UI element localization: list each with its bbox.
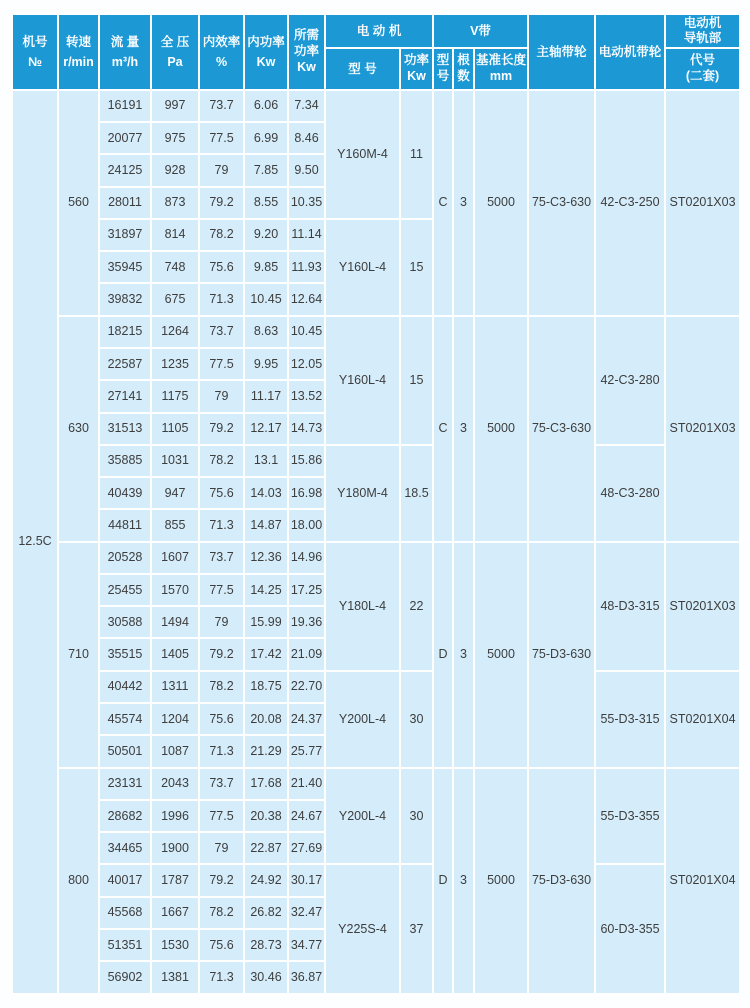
power-cell: 24.92 (244, 864, 288, 896)
flow-cell: 56902 (99, 961, 151, 994)
power-cell: 6.99 (244, 122, 288, 154)
col-header-rail-code-line2: (二套) (685, 69, 720, 83)
efficiency-cell: 73.7 (199, 316, 244, 348)
flow-cell: 24125 (99, 154, 151, 186)
required-cell: 34.77 (288, 929, 325, 961)
col-header-rail-code-line1: 代号 (690, 53, 716, 68)
vbelt-type-cell: D (433, 768, 453, 994)
flow-cell: 25455 (99, 574, 151, 606)
power-cell: 6.06 (244, 90, 288, 122)
pressure-cell: 2043 (151, 768, 199, 800)
flow-cell: 44811 (99, 509, 151, 541)
col-header-vbelt-count-line2: 数 (457, 69, 470, 83)
required-cell: 21.09 (288, 638, 325, 670)
pressure-cell: 1204 (151, 703, 199, 735)
flow-cell: 27141 (99, 380, 151, 412)
motor-pulley-cell: 60-D3-355 (595, 864, 665, 994)
motor-pulley-cell: 55-D3-315 (595, 671, 665, 768)
required-cell: 19.36 (288, 606, 325, 638)
power-cell: 14.25 (244, 574, 288, 606)
power-cell: 10.45 (244, 283, 288, 315)
pressure-cell: 1087 (151, 735, 199, 767)
col-header-machine-line2: № (28, 54, 42, 69)
required-cell: 21.40 (288, 768, 325, 800)
required-cell: 14.73 (288, 413, 325, 445)
power-cell: 8.55 (244, 187, 288, 219)
col-header-pressure-line1: 全 压 (160, 34, 190, 49)
col-header-efficiency (199, 14, 244, 90)
table-row (12, 671, 740, 703)
col-header-motor-group: 电 动 机 (325, 14, 433, 48)
power-cell: 9.85 (244, 251, 288, 283)
col-header-rail-line2: 导轨部 (683, 31, 722, 46)
efficiency-cell: 78.2 (199, 671, 244, 703)
required-cell: 12.05 (288, 348, 325, 380)
efficiency-cell: 79 (199, 832, 244, 864)
power-cell: 12.17 (244, 413, 288, 445)
power-cell: 7.85 (244, 154, 288, 186)
flow-cell: 20077 (99, 122, 151, 154)
vbelt-count-cell: 3 (453, 90, 474, 316)
vbelt-type-cell: C (433, 316, 453, 542)
pressure-cell: 1570 (151, 574, 199, 606)
vbelt-length-cell: 5000 (474, 768, 528, 994)
rail-code-cell: ST0201X04 (665, 671, 740, 768)
speed-cell: 630 (58, 316, 99, 542)
required-cell: 15.86 (288, 445, 325, 477)
pressure-cell: 1175 (151, 380, 199, 412)
motor-model-cell: Y200L-4 (325, 671, 400, 768)
power-cell: 26.82 (244, 897, 288, 929)
machine-no-cell: 12.5C (12, 90, 58, 994)
col-header-motor-power (400, 48, 433, 89)
required-cell: 24.37 (288, 703, 325, 735)
pressure-cell: 997 (151, 90, 199, 122)
required-cell: 16.98 (288, 477, 325, 509)
required-cell: 22.70 (288, 671, 325, 703)
power-cell: 22.87 (244, 832, 288, 864)
flow-cell: 30588 (99, 606, 151, 638)
efficiency-cell: 78.2 (199, 219, 244, 251)
efficiency-cell: 77.5 (199, 800, 244, 832)
vbelt-count-cell: 3 (453, 542, 474, 768)
flow-cell: 18215 (99, 316, 151, 348)
col-header-power (244, 14, 288, 90)
power-cell: 30.46 (244, 961, 288, 994)
power-cell: 12.36 (244, 542, 288, 574)
col-header-machine (12, 14, 58, 90)
vbelt-count-cell: 3 (453, 316, 474, 542)
col-header-machine-line1: 机号 (22, 34, 48, 49)
col-header-vbelt-type-line1: 型 (436, 53, 450, 68)
power-cell: 28.73 (244, 929, 288, 961)
pressure-cell: 1235 (151, 348, 199, 380)
power-cell: 9.20 (244, 219, 288, 251)
col-header-flow (99, 14, 151, 90)
required-cell: 14.96 (288, 542, 325, 574)
efficiency-cell: 75.6 (199, 703, 244, 735)
power-cell: 14.03 (244, 477, 288, 509)
motor-pulley-cell: 42-C3-280 (595, 316, 665, 445)
required-cell: 8.46 (288, 122, 325, 154)
pressure-cell: 1105 (151, 413, 199, 445)
flow-cell: 28011 (99, 187, 151, 219)
efficiency-cell: 79.2 (199, 187, 244, 219)
efficiency-cell: 78.2 (199, 897, 244, 929)
motor-power-cell: 15 (400, 316, 433, 445)
required-cell: 36.87 (288, 961, 325, 994)
required-cell: 17.25 (288, 574, 325, 606)
flow-cell: 45568 (99, 897, 151, 929)
required-cell: 11.93 (288, 251, 325, 283)
pressure-cell: 1264 (151, 316, 199, 348)
motor-power-cell: 30 (400, 768, 433, 865)
flow-cell: 35885 (99, 445, 151, 477)
pressure-cell: 947 (151, 477, 199, 509)
speed-cell: 560 (58, 90, 99, 316)
col-header-motor-model: 型 号 (325, 48, 400, 89)
required-cell: 7.34 (288, 90, 325, 122)
efficiency-cell: 79 (199, 606, 244, 638)
motor-model-cell: Y180M-4 (325, 445, 400, 542)
pressure-cell: 1607 (151, 542, 199, 574)
motor-pulley-cell: 42-C3-250 (595, 90, 665, 316)
vbelt-length-cell: 5000 (474, 542, 528, 768)
col-header-vbelt-group: V带 (433, 14, 528, 48)
pressure-cell: 1996 (151, 800, 199, 832)
col-header-rail-line1: 电动机 (683, 15, 722, 30)
power-cell: 17.68 (244, 768, 288, 800)
pressure-cell: 1031 (151, 445, 199, 477)
efficiency-cell: 73.7 (199, 768, 244, 800)
pressure-cell: 855 (151, 509, 199, 541)
motor-power-cell: 30 (400, 671, 433, 768)
col-header-motor-pulley: 电动机带轮 (595, 14, 665, 90)
required-cell: 12.64 (288, 283, 325, 315)
pressure-cell: 975 (151, 122, 199, 154)
speed-cell: 710 (58, 542, 99, 768)
main-pulley-cell: 75-C3-630 (528, 316, 595, 542)
col-header-speed-line2: r/min (63, 54, 94, 69)
rail-code-cell: ST0201X04 (665, 768, 740, 994)
col-header-vbelt-length-line2: mm (489, 69, 513, 83)
efficiency-cell: 77.5 (199, 122, 244, 154)
motor-power-cell: 18.5 (400, 445, 433, 542)
motor-power-cell: 22 (400, 542, 433, 671)
flow-cell: 40017 (99, 864, 151, 896)
power-cell: 15.99 (244, 606, 288, 638)
flow-cell: 35945 (99, 251, 151, 283)
pressure-cell: 1494 (151, 606, 199, 638)
table-row (12, 864, 740, 896)
col-header-vbelt-count-line1: 根 (457, 53, 470, 68)
col-header-rail-code (665, 48, 740, 89)
flow-cell: 28682 (99, 800, 151, 832)
efficiency-cell: 75.6 (199, 477, 244, 509)
table-row (12, 445, 740, 477)
motor-model-cell: Y200L-4 (325, 768, 400, 865)
vbelt-length-cell: 5000 (474, 316, 528, 542)
col-header-vbelt-count (453, 48, 474, 89)
power-cell: 20.38 (244, 800, 288, 832)
flow-cell: 35515 (99, 638, 151, 670)
motor-power-cell: 11 (400, 90, 433, 219)
fan-spec-table (11, 13, 741, 995)
vbelt-length-cell: 5000 (474, 90, 528, 316)
table-row (12, 316, 740, 348)
header-row-1 (12, 14, 740, 48)
required-cell: 11.14 (288, 219, 325, 251)
required-cell: 10.45 (288, 316, 325, 348)
power-cell: 18.75 (244, 671, 288, 703)
pressure-cell: 928 (151, 154, 199, 186)
pressure-cell: 1787 (151, 864, 199, 896)
flow-cell: 20528 (99, 542, 151, 574)
power-cell: 11.17 (244, 380, 288, 412)
flow-cell: 39832 (99, 283, 151, 315)
power-cell: 17.42 (244, 638, 288, 670)
speed-cell: 800 (58, 768, 99, 994)
flow-cell: 23131 (99, 768, 151, 800)
col-header-required (288, 14, 325, 90)
efficiency-cell: 75.6 (199, 251, 244, 283)
motor-model-cell: Y160L-4 (325, 219, 400, 316)
rail-code-cell: ST0201X03 (665, 542, 740, 671)
power-cell: 13.1 (244, 445, 288, 477)
motor-pulley-cell: 48-D3-315 (595, 542, 665, 671)
col-header-flow-line1: 流 量 (110, 34, 140, 49)
required-cell: 9.50 (288, 154, 325, 186)
pressure-cell: 1311 (151, 671, 199, 703)
col-header-efficiency-line2: % (215, 54, 228, 69)
pressure-cell: 814 (151, 219, 199, 251)
col-header-main-pulley: 主轴带轮 (528, 14, 595, 90)
col-header-pressure-line2: Pa (167, 54, 183, 69)
pressure-cell: 1381 (151, 961, 199, 994)
col-header-vbelt-length-line1: 基准长度 (476, 53, 527, 68)
col-header-efficiency-line1: 内效率 (202, 34, 241, 49)
motor-power-cell: 15 (400, 219, 433, 316)
efficiency-cell: 77.5 (199, 574, 244, 606)
motor-model-cell: Y225S-4 (325, 864, 400, 994)
required-cell: 30.17 (288, 864, 325, 896)
col-header-rail (665, 14, 740, 48)
motor-pulley-cell: 48-C3-280 (595, 445, 665, 542)
flow-cell: 45574 (99, 703, 151, 735)
power-cell: 14.87 (244, 509, 288, 541)
efficiency-cell: 75.6 (199, 929, 244, 961)
table-row (12, 90, 740, 122)
pressure-cell: 1667 (151, 897, 199, 929)
efficiency-cell: 79.2 (199, 864, 244, 896)
efficiency-cell: 71.3 (199, 509, 244, 541)
efficiency-cell: 71.3 (199, 283, 244, 315)
col-header-vbelt-type-line2: 号 (436, 69, 450, 83)
flow-cell: 40442 (99, 671, 151, 703)
efficiency-cell: 79.2 (199, 638, 244, 670)
required-cell: 25.77 (288, 735, 325, 767)
efficiency-cell: 73.7 (199, 542, 244, 574)
efficiency-cell: 77.5 (199, 348, 244, 380)
power-cell: 20.08 (244, 703, 288, 735)
pressure-cell: 873 (151, 187, 199, 219)
flow-cell: 31897 (99, 219, 151, 251)
power-cell: 8.63 (244, 316, 288, 348)
col-header-required-line3: Kw (297, 59, 316, 74)
col-header-power-line2: Kw (256, 54, 276, 69)
col-header-motor-power-line1: 功率 (404, 53, 430, 68)
efficiency-cell: 71.3 (199, 735, 244, 767)
pressure-cell: 675 (151, 283, 199, 315)
power-cell: 21.29 (244, 735, 288, 767)
col-header-required-line1: 所需 (293, 28, 319, 43)
pressure-cell: 1405 (151, 638, 199, 670)
flow-cell: 51351 (99, 929, 151, 961)
efficiency-cell: 79.2 (199, 413, 244, 445)
main-pulley-cell: 75-D3-630 (528, 768, 595, 994)
efficiency-cell: 73.7 (199, 90, 244, 122)
col-header-vbelt-length (474, 48, 528, 89)
vbelt-type-cell: D (433, 542, 453, 768)
pressure-cell: 1530 (151, 929, 199, 961)
motor-power-cell: 37 (400, 864, 433, 994)
vbelt-count-cell: 3 (453, 768, 474, 994)
motor-model-cell: Y180L-4 (325, 542, 400, 671)
col-header-vbelt-type (433, 48, 453, 89)
flow-cell: 50501 (99, 735, 151, 767)
flow-cell: 16191 (99, 90, 151, 122)
col-header-pressure (151, 14, 199, 90)
col-header-motor-power-line2: Kw (407, 69, 426, 83)
flow-cell: 22587 (99, 348, 151, 380)
required-cell: 24.67 (288, 800, 325, 832)
required-cell: 10.35 (288, 187, 325, 219)
efficiency-cell: 79 (199, 154, 244, 186)
flow-cell: 34465 (99, 832, 151, 864)
rail-code-cell: ST0201X03 (665, 316, 740, 542)
flow-cell: 40439 (99, 477, 151, 509)
motor-model-cell: Y160M-4 (325, 90, 400, 219)
pressure-cell: 1900 (151, 832, 199, 864)
vbelt-type-cell: C (433, 90, 453, 316)
main-pulley-cell: 75-D3-630 (528, 542, 595, 768)
pressure-cell: 748 (151, 251, 199, 283)
efficiency-cell: 79 (199, 380, 244, 412)
efficiency-cell: 71.3 (199, 961, 244, 994)
table-row (12, 542, 740, 574)
col-header-power-line1: 内功率 (247, 34, 285, 49)
motor-model-cell: Y160L-4 (325, 316, 400, 445)
required-cell: 32.47 (288, 897, 325, 929)
required-cell: 13.52 (288, 380, 325, 412)
col-header-speed (58, 14, 99, 90)
col-header-flow-line2: m³/h (111, 54, 139, 69)
power-cell: 9.95 (244, 348, 288, 380)
flow-cell: 31513 (99, 413, 151, 445)
col-header-speed-line1: 转速 (65, 34, 91, 49)
required-cell: 27.69 (288, 832, 325, 864)
main-pulley-cell: 75-C3-630 (528, 90, 595, 316)
rail-code-cell: ST0201X03 (665, 90, 740, 316)
required-cell: 18.00 (288, 509, 325, 541)
table-row (12, 768, 740, 800)
motor-pulley-cell: 55-D3-355 (595, 768, 665, 865)
efficiency-cell: 78.2 (199, 445, 244, 477)
col-header-required-line2: 功率 (293, 44, 319, 59)
